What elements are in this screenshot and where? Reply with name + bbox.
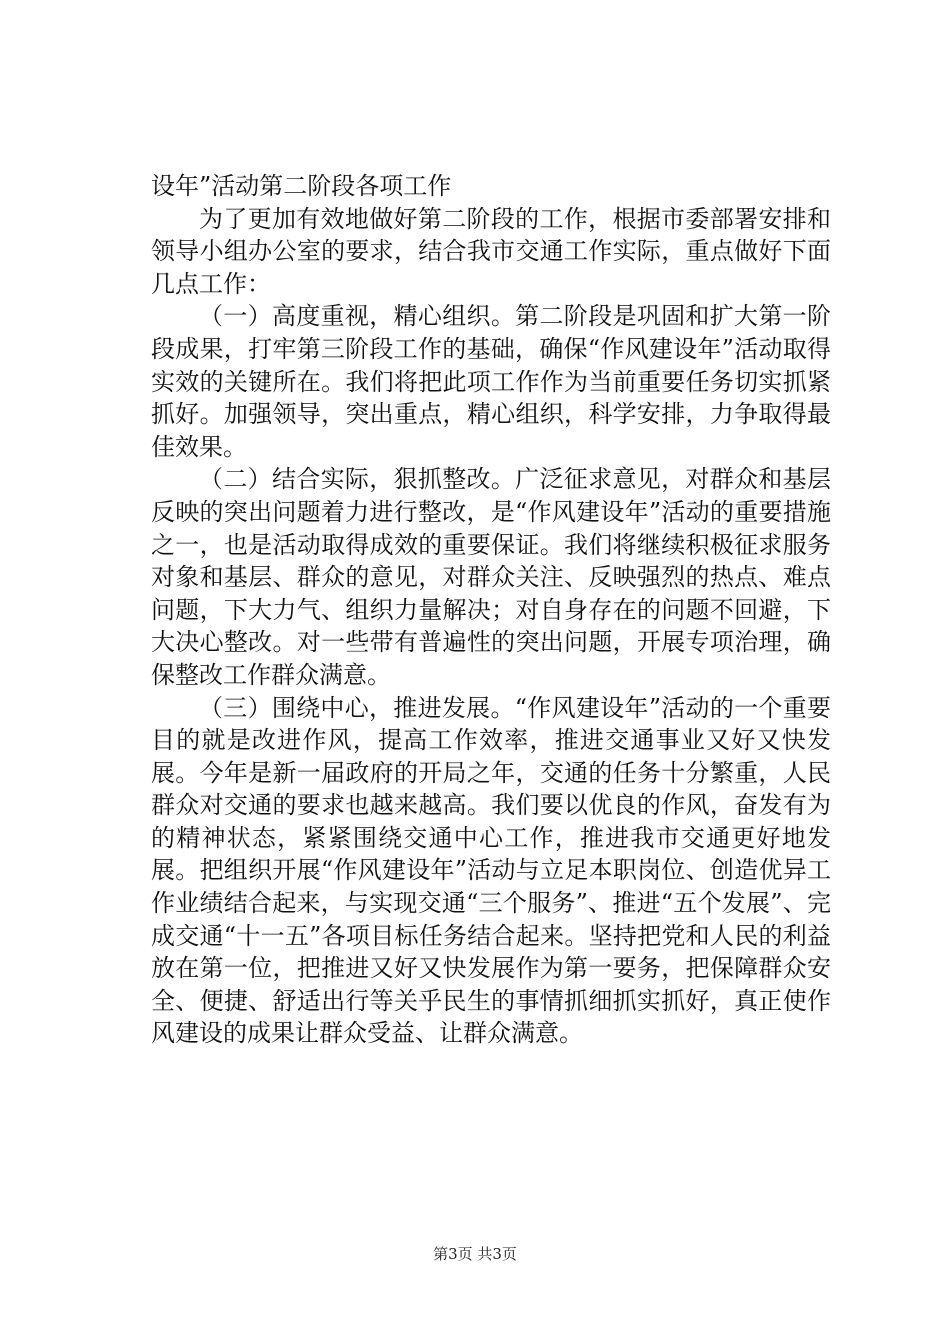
document-body [151,170,831,1050]
section-two-paragraph: （二）结合实际，狠抓整改。广泛征求意见，对群众和基层反映的突出问题着力进行整改，是“作风建设年”活动的重要措施之一，也是活动取得成效的重要保证。我们将继续积极征求服务对象和基层、群众的意见，对群众关注、反映强烈的热点、难点问题，下大力气、组织力量解决；对自身存在的问题不回避，下大决心整改。对一些带有普遍性的突出问题，开展专项治理，确保整改工作群众满意。 [151,465,831,689]
section-three-paragraph: （三）围绕中心，推进发展。“作风建设年”活动的一个重要目的就是改进作风，提高工作效率，推进交通事业又好又快发展。今年是新一届政府的开局之年，交通的任务十分繁重，人民群众对交通的要求也越来越高。我们要以优良的作风，奋发有为的精神状态，紧紧围绕交通中心工作，推进我市交通更好地发展。把组织开展“作风建设年”活动与立足本职岗位、创造优异工作业绩结合起来，与实现交通“三个服务”、推进“五个发展”、完成交通“十一五”各项目标任务结合起来。坚持把党和人民的利益放在第一位，把推进又好又快发展作为第一要务，把保障群众安全、便捷、舒适出行等关乎民生的事情抓细抓实抓好，真正使作风建设的成果让群众受益、让群众满意。 [151,693,831,1048]
section-one-paragraph: （一）高度重视，精心组织。第二阶段是巩固和扩大第一阶段成果，打牢第三阶段工作的基础，确保“作风建设年”活动取得实效的关键所在。我们将把此项工作作为当前重要任务切实抓紧抓好。加强领导，突出重点，精心组织，科学安排，力争取得最佳效果。 [151,302,831,461]
page-number-footer: 第3页 共3页 [433,1245,517,1263]
continued-heading-line: 设年”活动第二阶段各项工作 [151,172,452,200]
intro-paragraph: 为了更加有效地做好第二阶段的工作，根据市委部署安排和领导小组办公室的要求，结合我市交通工作实际，重点做好下面几点工作： [151,204,831,298]
